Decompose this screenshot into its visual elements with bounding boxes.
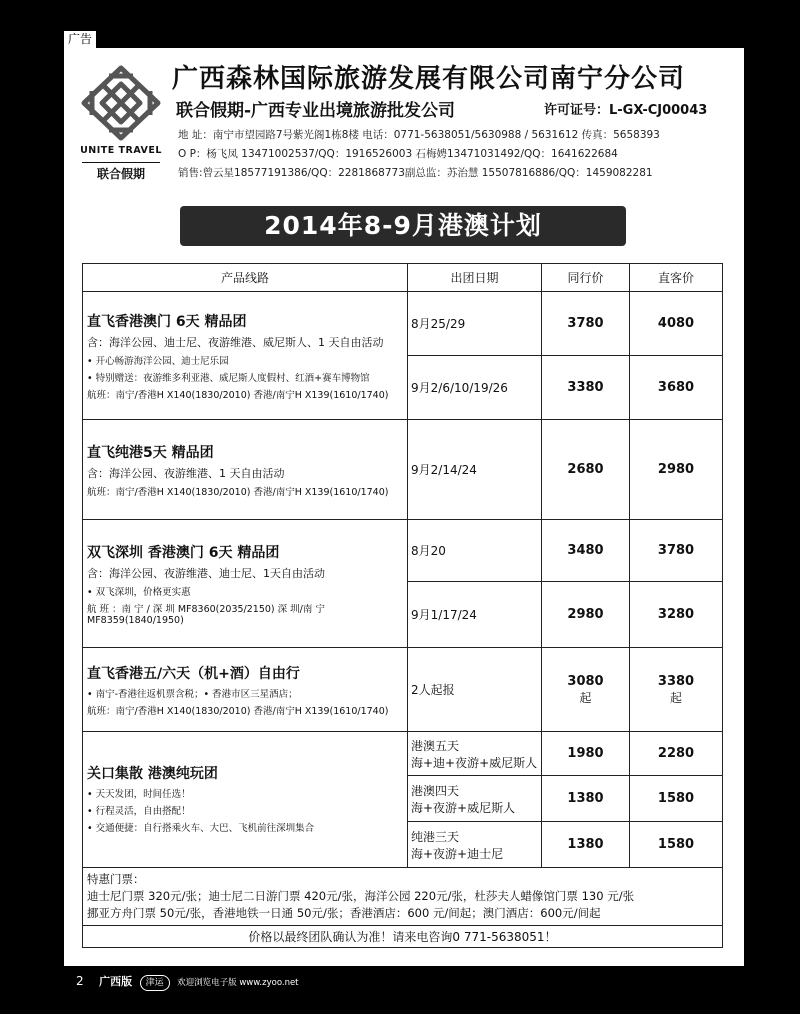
- direct-price: 3280: [630, 582, 723, 648]
- package-name: 港澳五天: [411, 738, 460, 753]
- table-row: [83, 648, 723, 732]
- direct-price: 3680: [630, 356, 723, 420]
- page-footer: [76, 973, 299, 991]
- price-from-suffix: 起: [669, 690, 682, 705]
- route-note: • 开心畅游海洋公园、迪士尼乐园: [87, 355, 229, 367]
- route-flight: 航 班 ：南 宁 / 深 圳 MF8360(2035/2150) 深 圳/南 宁 MF8359(1840/1950): [87, 603, 325, 626]
- route-cell: [83, 420, 408, 520]
- route-name: 直飞纯港5天 精品团: [87, 444, 214, 461]
- tickets-line: 挪亚方舟门票 50元/张，香港地铁一日通 50元/张；香港酒店：600 元/间起；澳门酒店：600元/间起: [87, 906, 601, 920]
- contact-address: 地 址：南宁市望园路7号紫光阁1栋8楼 电话：0771-5638051/5630988 / 5631612 传真：5658393: [178, 129, 660, 141]
- publisher-badge: 津运: [140, 975, 170, 991]
- route-name: 关口集散 港澳纯玩团: [87, 765, 218, 782]
- tour-plan-table: [82, 263, 723, 948]
- ad-page: [64, 48, 744, 966]
- departure-date: 9月1/17/24: [408, 582, 542, 648]
- route-includes: 含：海洋公园、夜游维港、1 天自由活动: [87, 466, 285, 480]
- route-name: 双飞深圳 香港澳门 6天 精品团: [87, 544, 280, 561]
- route-flight: 航班：南宁/香港H X140(1830/2010) 香港/南宁H X139(1610/1740): [87, 705, 389, 717]
- license-number: 许可证号：L-GX-CJ00043: [544, 103, 708, 118]
- header-route: 产品线路: [83, 264, 408, 292]
- header-peer-price: 同行价: [542, 264, 630, 292]
- company-logo: [78, 62, 164, 186]
- route-includes: 含：海洋公园、迪士尼、夜游维港、威尼斯人、1 天自由活动: [87, 335, 384, 349]
- page-title: 2014年8-9月港澳计划: [180, 206, 626, 246]
- peer-price: 2980: [542, 582, 630, 648]
- package-items: 海+夜游+威尼斯人: [411, 800, 516, 815]
- route-note: • 双飞深圳，价格更实惠: [87, 586, 191, 598]
- departure-date: 8月20: [408, 520, 542, 582]
- logo-english-text: UNITE TRAVEL: [80, 145, 162, 156]
- table-row: [83, 732, 723, 776]
- route-note: • 天天发团，时间任选！: [87, 788, 191, 800]
- departure-date: 9月2/6/10/19/26: [408, 356, 542, 420]
- package-name: 港澳四天: [411, 783, 460, 798]
- direct-price: 4080: [630, 292, 723, 356]
- table-row: [83, 520, 723, 582]
- route-note: • 特别赠送：夜游维多利亚港、威尼斯人度假村、红酒+赛车博物馆: [87, 372, 370, 384]
- package-name: 纯港三天: [411, 829, 460, 844]
- route-note: • 交通便捷：自行搭乘火车、大巴、飞机前往深圳集合: [87, 822, 315, 834]
- departure-date: 9月2/14/24: [408, 420, 542, 520]
- table-header-row: [83, 264, 723, 292]
- route-flight: 航班：南宁/香港H X140(1830/2010) 香港/南宁H X139(1610/1740): [87, 486, 389, 498]
- direct-price: [630, 648, 723, 732]
- departure-date: 2人起报: [408, 648, 542, 732]
- route-note: • 行程灵活，自由搭配！: [87, 805, 191, 817]
- package-cell: [408, 822, 542, 868]
- price-from-suffix: 起: [579, 690, 592, 705]
- package-items: 海+夜游+迪士尼: [411, 846, 504, 861]
- route-cell: [83, 520, 408, 648]
- table-row: [83, 292, 723, 356]
- final-note-row: [83, 926, 723, 948]
- route-name: 直飞香港五/六天（机+酒）自由行: [87, 665, 300, 682]
- tickets-line: 迪士尼门票 320元/张；迪士尼二日游门票 420元/张，海洋公园 220元/张，杜莎夫人蜡像馆门票 130 元/张: [87, 889, 635, 903]
- package-cell: [408, 776, 542, 822]
- peer-price: 3380: [542, 356, 630, 420]
- peer-price: 1380: [542, 822, 630, 868]
- ad-tag: 广告: [64, 31, 96, 48]
- price-value: 3380: [657, 673, 695, 689]
- direct-price: 1580: [630, 776, 723, 822]
- peer-price: 2680: [542, 420, 630, 520]
- peer-price: 3480: [542, 520, 630, 582]
- peer-price: 1380: [542, 776, 630, 822]
- route-cell: [83, 648, 408, 732]
- header-date: 出团日期: [408, 264, 542, 292]
- direct-price: 2280: [630, 732, 723, 776]
- table-row: [83, 420, 723, 520]
- route-cell: [83, 732, 408, 868]
- company-slogan: 联合假期-广西专业出境旅游批发公司: [176, 101, 456, 121]
- peer-price: [542, 648, 630, 732]
- departure-date: 8月25/29: [408, 292, 542, 356]
- company-name: 广西森林国际旅游发展有限公司南宁分公司: [172, 64, 686, 94]
- logo-chinese-text: 联合假期: [82, 162, 160, 182]
- route-cell: [83, 292, 408, 420]
- route-name: 直飞香港澳门 6天 精品团: [87, 313, 247, 330]
- contact-op: O P：杨飞凤 13471002537/QQ：1916526003 石梅娉13471031492/QQ：1641622684: [178, 148, 618, 160]
- tickets-cell: [83, 868, 723, 926]
- page-number: 2: [76, 974, 84, 988]
- package-cell: [408, 732, 542, 776]
- direct-price: 2980: [630, 420, 723, 520]
- tickets-title: 特惠门票：: [87, 872, 145, 886]
- website-text: 欢迎浏览电子版 www.zyoo.net: [177, 978, 299, 988]
- tickets-row: [83, 868, 723, 926]
- edition-label: 广西版: [99, 975, 133, 988]
- contact-sales: 销售:曾云星18577191386/QQ：2281868773副总监：苏治慧 15507816886/QQ：1459082281: [178, 167, 653, 179]
- price-value: 3080: [567, 673, 604, 689]
- route-note: • 南宁-香港往返机票含税；• 香港市区三星酒店；: [87, 688, 298, 700]
- route-flight: 航班：南宁/香港H X140(1830/2010) 香港/南宁H X139(1610/1740): [87, 389, 389, 401]
- knot-logo-icon: [78, 62, 164, 144]
- route-includes: 含：海洋公园、夜游维港、迪士尼、1天自由活动: [87, 566, 325, 580]
- peer-price: 3780: [542, 292, 630, 356]
- direct-price: 3780: [630, 520, 723, 582]
- peer-price: 1980: [542, 732, 630, 776]
- direct-price: 1580: [630, 822, 723, 868]
- package-items: 海+迪+夜游+威尼斯人: [411, 755, 538, 770]
- header-direct-price: 直客价: [630, 264, 723, 292]
- final-note: 价格以最终团队确认为准！请来电咨询0 771-5638051！: [83, 926, 723, 948]
